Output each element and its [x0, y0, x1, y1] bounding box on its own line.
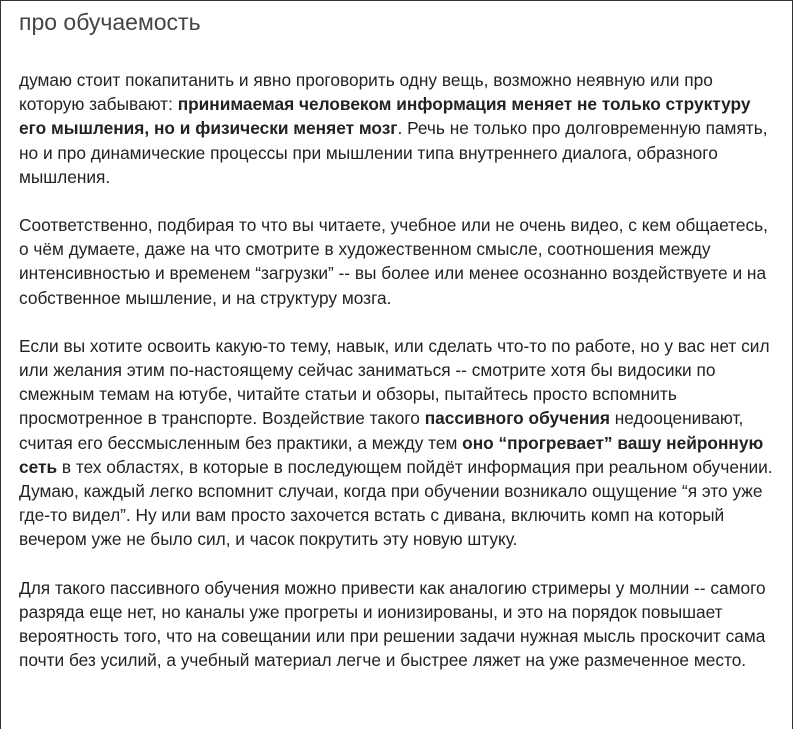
paragraph-4: Для такого пассивного обучения можно привести как аналогию стримеры у молнии -- самого разряда еще нет, но каналы уже прогреты и ионизированы, и это на порядок повышает вероятность того, что на совещании или при решении задачи нужная мысль проскочит сама почти без усилий, а учебный материал легче и быстрее ляжет на уже размеченное место.: [19, 577, 766, 671]
paragraph-3-text-a: Если вы хотите освоить какую-то тему, навык, или сделать что-то по работе, но у вас нет сил или желания этим по-настоящему сейчас заниматься -- смотрите хотя бы видосики по смежным темам на ютубе, читайте статьи и обзоры, пытайтесь просто вспомнить просмотренное в транспорте. Воздействие такого: [19, 335, 770, 429]
paragraph-1-bold: принимаемая человеком информация меняет не только структуру его мышления, но и физически меняет мозг: [19, 94, 751, 139]
paragraph-3-text-e: в тех областях, в которые в последующем пойдёт информация при реальном обучении. Думаю, каждый легко вспомнит случаи, когда при обучении возникало ощущение “я это уже где-то видел”. Ну или вам просто захочется встать с дивана, включить комп на который вечером уже не было сил, и часок покрутить эту новую штуку.: [19, 456, 773, 550]
paragraph-1-text-a: думаю стоит покапитанить и явно проговорить одну вещь, возможно неявную или про которую забывают:: [19, 70, 713, 115]
paragraph-3-bold-warmup: оно “прогревает” вашу нейронную сеть: [19, 432, 764, 477]
paragraph-1-text-c: . Речь не только про долговременную память, но и про динамические процессы при мышлении типа внутреннего диалога, образного мышления.: [19, 118, 768, 187]
paragraph-1: [19, 68, 774, 189]
paragraph-3: [19, 334, 774, 552]
paragraph-3-text-c: недооценивают, считая его бессмысленным без практики, а между тем: [19, 408, 744, 453]
paragraph-3-bold-passive: пассивного обучения: [424, 408, 610, 429]
post-title: про обучаемость: [19, 9, 201, 35]
paragraph-2: Соответственно, подбирая то что вы читаете, учебное или не очень видео, с кем общаетесь, о чём думаете, даже на что смотрите в художественном смысле, соотношения между интенсивностью и временем “загрузки” -- вы более или менее осознанно воздействуете и на собственное мышление, и на структуру мозга.: [19, 215, 768, 308]
